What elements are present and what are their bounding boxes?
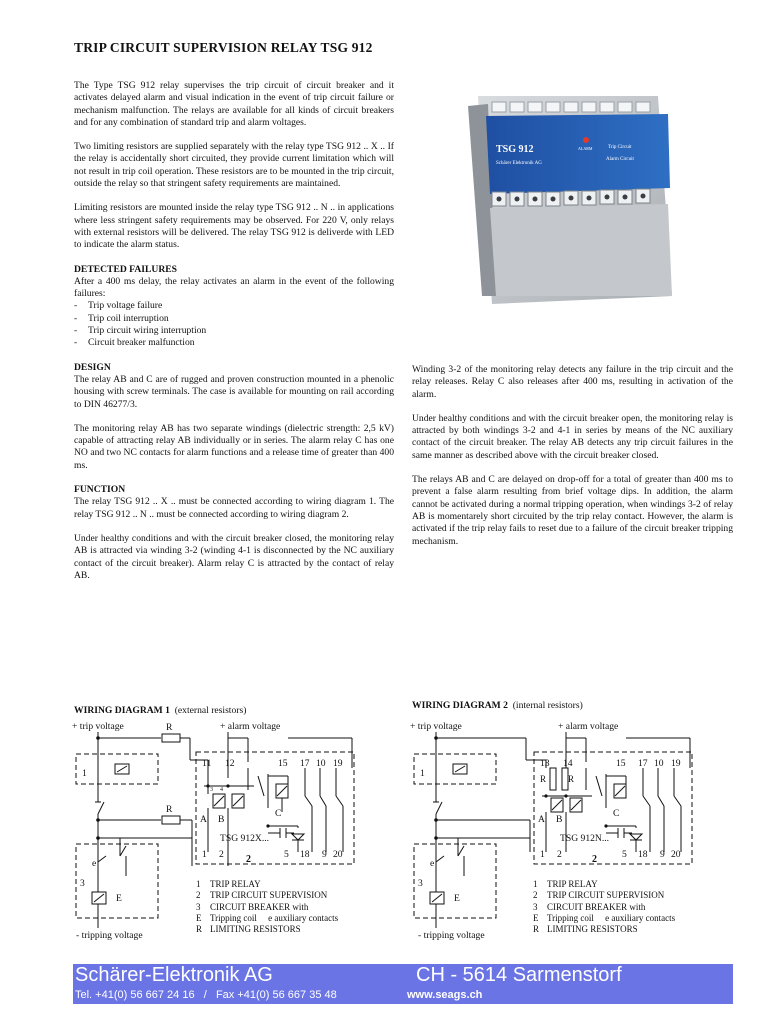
resistor-label: R bbox=[568, 774, 575, 784]
device-maker-label: Schärer Elektronik AG bbox=[496, 161, 542, 166]
legend-item: 2 TRIP CIRCUIT SUPERVISION bbox=[533, 890, 665, 901]
legend-item: 1 TRIP RELAY bbox=[533, 879, 598, 889]
terminal-label: 18 bbox=[638, 849, 648, 860]
tripping-voltage-label-1: - tripping voltage bbox=[76, 930, 143, 941]
device-type-2: TSG 912N... bbox=[560, 833, 610, 844]
legend-item: E Tripping coil e auxiliary contacts bbox=[196, 912, 339, 923]
alarm-voltage-label-2: + alarm voltage bbox=[558, 721, 619, 732]
device-type-1: TSG 912X... bbox=[220, 833, 270, 844]
terminal-label: 10 bbox=[316, 758, 326, 769]
left-text-column bbox=[74, 80, 394, 594]
right-text-column bbox=[412, 364, 733, 560]
breaker-number: 3 bbox=[80, 878, 85, 889]
terminal-label: 14 bbox=[563, 758, 573, 769]
relay-b-label: B bbox=[556, 814, 563, 825]
resistor-label: R bbox=[166, 804, 173, 815]
list-item: - Trip circuit wiring interruption bbox=[74, 325, 394, 337]
trip-coil-label: E bbox=[116, 893, 122, 904]
relay-device-photo bbox=[468, 96, 672, 304]
terminal-label: 18 bbox=[300, 849, 310, 860]
design-paragraph-2: The monitoring relay AB has two separate windings (dielectric strength: 2,5 kV) capable of attracting relay AB individually or in series. The alarm relay C has one NO and two NC contacts for alarm functions and a release time of greater than 400 ms. bbox=[74, 422, 394, 471]
detected-failures-intro: After a 400 ms delay, the relay activates an alarm in the event of the following failures: bbox=[74, 275, 394, 300]
legend-item: 2 TRIP CIRCUIT SUPERVISION bbox=[196, 890, 328, 901]
winding-label: 4 bbox=[220, 787, 223, 793]
resistor-label: R bbox=[540, 774, 547, 784]
terminal-label: 12 bbox=[225, 758, 235, 769]
function-paragraph-1: The relay TSG 912 .. X .. must be connected according to wiring diagram 1. The relay TSG 912 .. N .. must be connected according to wiring diagram 2. bbox=[74, 496, 394, 520]
alarm-voltage-label-1: + alarm voltage bbox=[220, 721, 281, 732]
page-title: TRIP CIRCUIT SUPERVISION RELAY TSG 912 bbox=[74, 40, 373, 55]
relay-a-label: A bbox=[200, 814, 207, 825]
terminal-label: 5 bbox=[622, 849, 627, 860]
terminal-label: 15 bbox=[278, 758, 288, 769]
terminal-label: 1 bbox=[202, 849, 207, 860]
terminal-label: 9 bbox=[322, 849, 327, 860]
terminal-label: 10 bbox=[654, 758, 664, 769]
device-led-label: ALARM bbox=[578, 146, 593, 151]
footer-banner bbox=[73, 964, 733, 1004]
wiring-diagram-2-title: WIRING DIAGRAM 2 (internal resistors) bbox=[412, 700, 583, 711]
trip-relay-number: 1 bbox=[420, 768, 425, 779]
delay-paragraph: The relays AB and C are delayed on drop-off for a total of greater than 400 ms to prevent a false alarm resulting from brief voltage dips. In addition, the alarm cannot be activated during a normal tripping operation, when windings 3-2 of relay AB is momentarely short circuited by the trip relay contact. However, the alarm is activated if the trip relay fails to reset due to a failure of the circuit breaker tripping mechanism. bbox=[412, 474, 733, 547]
function-paragraph-2: Under healthy conditions and with the circuit breaker closed, the monitoring relay AB is attracted via winding 3-2 (winding 4-1 is disconnected by the NC auxiliary contact of the circuit breaker). Alarm relay C is attracted by the contact of relay AB. bbox=[74, 532, 394, 581]
list-item: - Trip coil interruption bbox=[74, 313, 394, 325]
legend-item: R LIMITING RESISTORS bbox=[196, 924, 301, 935]
wiring-diagram-1-title: WIRING DIAGRAM 1 (external resistors) bbox=[74, 705, 247, 716]
terminal-label: 13 bbox=[540, 758, 550, 769]
device-alarm-label: Alarm Circuit bbox=[606, 157, 634, 162]
relay-c-label: C bbox=[613, 808, 620, 819]
terminal-label: 2 bbox=[219, 849, 224, 860]
terminal-label: 17 bbox=[638, 758, 648, 769]
terminal-label: 5 bbox=[284, 849, 289, 860]
wiring-legend-2 bbox=[533, 879, 675, 935]
breaker-number: 3 bbox=[418, 878, 423, 889]
trip-voltage-label-1: + trip voltage bbox=[72, 721, 124, 732]
relay-c-label: C bbox=[275, 808, 282, 819]
terminal-label: 2 bbox=[557, 849, 562, 860]
device-model-label: TSG 912 bbox=[496, 144, 534, 155]
terminal-label: 20 bbox=[671, 849, 681, 860]
supervision-number: 2 bbox=[246, 854, 251, 865]
detection-paragraph: Winding 3-2 of the monitoring relay detects any failure in the trip circuit and the relay releases. Relay C also releases after 400 ms, resulting in activation of the alarm. bbox=[412, 364, 733, 400]
function-heading: FUNCTION bbox=[74, 484, 126, 496]
detected-failures-heading: DETECTED FAILURES bbox=[74, 263, 177, 275]
trip-coil-label: E bbox=[454, 893, 460, 904]
trip-relay-number: 1 bbox=[82, 768, 87, 779]
internal-resistors-paragraph: Limiting resistors are mounted inside the relay type TSG 912 .. N .. in applications where less stringent safety requirements may be observed. For 220 V, only relays with external resistors will be delivered. The relay TSG 912 is deliverde with LED to indicate the alarm status. bbox=[74, 202, 394, 251]
wiring-legend-1 bbox=[196, 879, 338, 935]
resistor-label: R bbox=[166, 722, 173, 733]
winding-label: 3 bbox=[210, 787, 213, 793]
company-address: CH - 5614 Sarmenstorf bbox=[416, 964, 622, 986]
legend-item: R LIMITING RESISTORS bbox=[533, 924, 638, 935]
legend-item: 3 CIRCUIT BREAKER with bbox=[533, 901, 646, 912]
terminal-label: 11 bbox=[202, 758, 212, 769]
legend-item: 3 CIRCUIT BREAKER with bbox=[196, 901, 309, 912]
design-paragraph-1: The relay AB and C are of rugged and proven construction mounted in a phenolic housing with screw terminals. The case is available for mounting on rail according to DIN 46277/3. bbox=[74, 373, 394, 410]
terminal-label: 20 bbox=[333, 849, 343, 860]
legend-item: 1 TRIP RELAY bbox=[196, 879, 261, 889]
tripping-voltage-label-2: - tripping voltage bbox=[418, 930, 485, 941]
company-name: Schärer-Elektronik AG bbox=[75, 964, 273, 986]
device-trip-label: Trip Circuit bbox=[608, 145, 632, 150]
contact-phone-fax: Tel. +41(0) 56 667 24 16 / Fax +41(0) 56 667 35 48 bbox=[75, 989, 337, 1001]
design-heading: DESIGN bbox=[74, 361, 111, 373]
terminal-label: 1 bbox=[540, 849, 545, 860]
legend-item: E Tripping coil e auxiliary contacts bbox=[533, 912, 676, 923]
terminal-label: 19 bbox=[671, 758, 681, 769]
intro-paragraph: The Type TSG 912 relay supervises the trip circuit of circuit breaker and it activates delayed alarm and visual indication in the event of trip circuit failure or mechanism malfunction. The relays are available for all kinds of circuit breakers and for any combination of standard trip and alarm voltages. bbox=[74, 80, 394, 128]
aux-contact-label: e bbox=[430, 858, 435, 869]
trip-voltage-label-2: + trip voltage bbox=[410, 721, 462, 732]
supervision-number: 2 bbox=[592, 854, 597, 865]
terminal-label: 9 bbox=[660, 849, 665, 860]
relay-b-label: B bbox=[218, 814, 225, 825]
failure-list bbox=[74, 300, 394, 349]
terminal-label: 19 bbox=[333, 758, 343, 769]
external-resistors-paragraph: Two limiting resistors are supplied separately with the relay type TSG 912 .. X .. If the relay is accidentally short circuited, they provide current limitation which will not result in trip coil operation. These resistors are to be mounted in the trip circuit, outside the relay so that stringent safety requirements are maintained. bbox=[74, 141, 394, 190]
website-link[interactable]: www.seags.ch bbox=[407, 989, 483, 1001]
relay-a-label: A bbox=[538, 814, 545, 825]
list-item: - Trip voltage failure bbox=[74, 300, 394, 312]
open-breaker-paragraph: Under healthy conditions and with the circuit breaker open, the monitoring relay is attracted by both windings 3-2 and 4-1 in series by means of the NC auxiliary contact of the circuit breaker. The relay AB detects any trip circuit failures in the same manner as described above with the circuit breaker closed. bbox=[412, 412, 733, 461]
terminal-label: 17 bbox=[300, 758, 310, 769]
terminal-label: 15 bbox=[616, 758, 626, 769]
aux-contact-label: e bbox=[92, 858, 97, 869]
list-item: - Circuit breaker malfunction bbox=[74, 337, 394, 349]
